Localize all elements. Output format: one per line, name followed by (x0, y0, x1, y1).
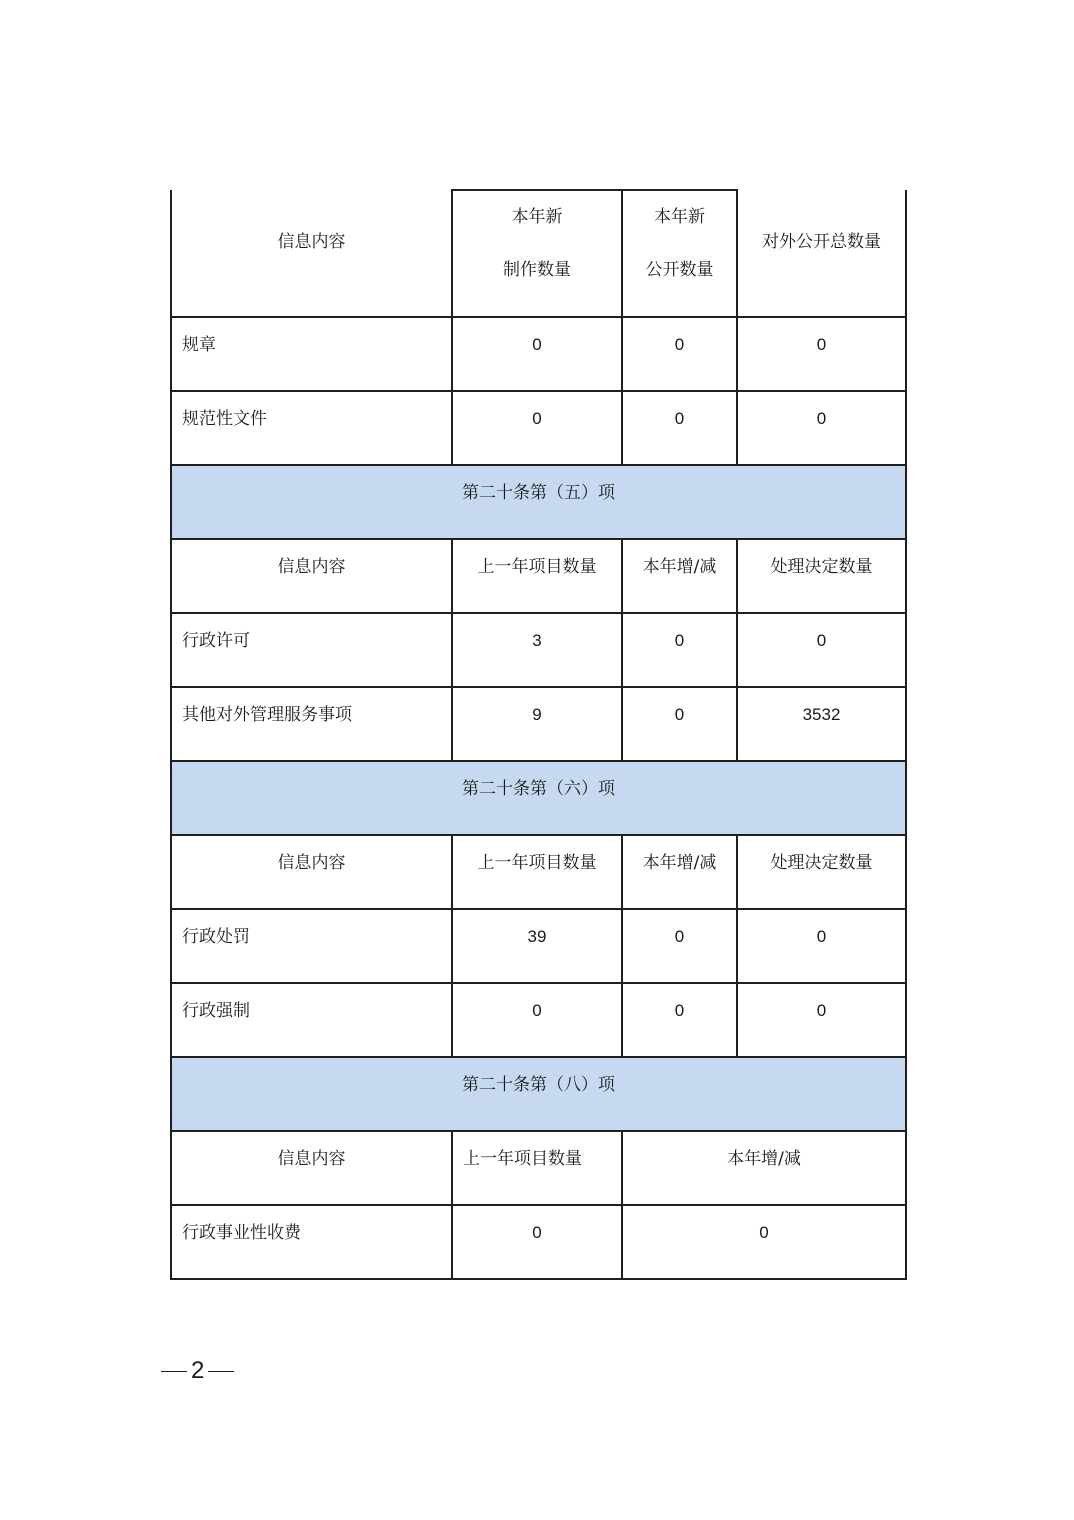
header-cell: 处理决定数量 (737, 539, 906, 613)
table-cell: 0 (452, 1205, 622, 1279)
row-label: 行政强制 (171, 983, 452, 1057)
disclosure-table (170, 189, 907, 1280)
header-cell: 本年增/减 (622, 835, 737, 909)
table-cell: 3532 (737, 687, 906, 761)
header-cell: 本年增/减 (622, 539, 737, 613)
row-label: 行政许可 (171, 613, 452, 687)
table-cell: 3 (452, 613, 622, 687)
header-cell: 上一年项目数量 (452, 1131, 622, 1205)
table-cell: 0 (737, 909, 906, 983)
table-cell: 0 (622, 909, 737, 983)
header-cell: 对外公开总数量 (737, 190, 906, 317)
header-cell: 本年新 制作数量 (452, 190, 622, 317)
table-row (171, 1205, 906, 1279)
table-cell: 0 (737, 317, 906, 391)
table-row (171, 613, 906, 687)
row-label: 其他对外管理服务事项 (171, 687, 452, 761)
table-row (171, 391, 906, 465)
table-row (171, 983, 906, 1057)
table-row (171, 909, 906, 983)
header-cell: 上一年项目数量 (452, 835, 622, 909)
table-cell: 9 (452, 687, 622, 761)
table-cell: 0 (737, 613, 906, 687)
table-row (171, 317, 906, 391)
section-heading-row (171, 761, 906, 835)
table-header-row (171, 190, 906, 317)
table-cell: 0 (622, 317, 737, 391)
table-cell: 0 (622, 613, 737, 687)
section-heading-row (171, 1057, 906, 1131)
table-cell: 0 (737, 391, 906, 465)
dash-right (208, 1371, 234, 1372)
header-cell: 信息内容 (171, 539, 452, 613)
table-row (171, 687, 906, 761)
section-title: 第二十条第（八）项 (171, 1057, 906, 1131)
table-cell: 0 (452, 317, 622, 391)
table-cell: 39 (452, 909, 622, 983)
header-cell: 信息内容 (171, 835, 452, 909)
header-cell: 处理决定数量 (737, 835, 906, 909)
section-heading-row (171, 465, 906, 539)
table-cell: 0 (452, 983, 622, 1057)
header-cell: 信息内容 (171, 1131, 452, 1205)
page-number-value: 2 (191, 1357, 205, 1384)
row-label: 行政处罚 (171, 909, 452, 983)
table-cell: 0 (622, 687, 737, 761)
table-cell: 0 (622, 983, 737, 1057)
table-header-row (171, 835, 906, 909)
header-cell: 本年新 公开数量 (622, 190, 737, 317)
row-label: 规范性文件 (171, 391, 452, 465)
table-cell: 0 (622, 1205, 906, 1279)
header-cell: 信息内容 (171, 190, 452, 317)
row-label: 规章 (171, 317, 452, 391)
page-number (157, 1357, 238, 1385)
table-header-row (171, 539, 906, 613)
table-header-row (171, 1131, 906, 1205)
table-cell: 0 (452, 391, 622, 465)
section-title: 第二十条第（五）项 (171, 465, 906, 539)
header-cell: 上一年项目数量 (452, 539, 622, 613)
table-cell: 0 (737, 983, 906, 1057)
table-cell: 0 (622, 391, 737, 465)
dash-left (161, 1371, 187, 1372)
section-title: 第二十条第（六）项 (171, 761, 906, 835)
row-label: 行政事业性收费 (171, 1205, 452, 1279)
header-cell: 本年增/减 (622, 1131, 906, 1205)
